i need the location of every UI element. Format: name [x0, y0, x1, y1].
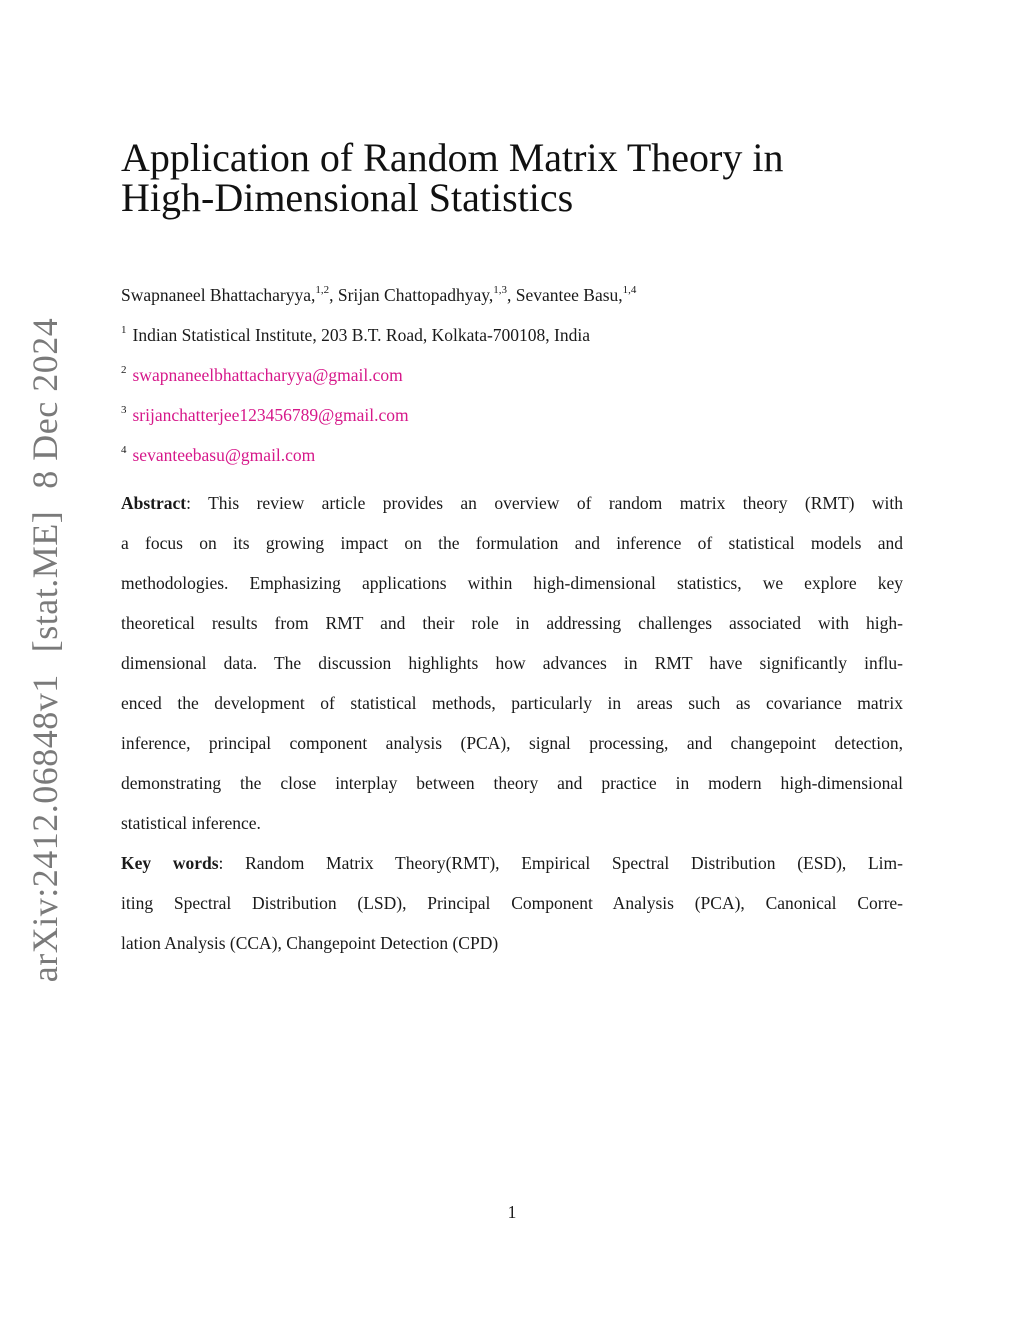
abstract-line: statistical inference.	[121, 813, 261, 833]
abstract-line: theoretical results from RMT and their role in addressing challenges associated with high-	[121, 613, 903, 633]
author-affil-sup: 1,3	[493, 284, 507, 297]
affil-sup: 4	[121, 444, 127, 457]
email-link[interactable]: sevanteebasu@gmail.com	[132, 445, 316, 465]
author-affil-sup: 1,4	[622, 284, 637, 297]
abstract-line: demonstrating the close interplay between theory and practice in modern high-dimensional	[121, 773, 903, 793]
affiliation-email-1	[121, 364, 403, 386]
abstract-line	[121, 483, 903, 523]
affil-sup: 3	[121, 404, 127, 417]
arxiv-category: [stat.ME]	[25, 510, 65, 653]
affiliation-institute	[121, 324, 590, 346]
keywords-line	[121, 843, 903, 883]
author-name: Swapnaneel Bhattacharyya,	[121, 285, 316, 305]
keywords-line: iting Spectral Distribution (LSD), Principal Component Analysis (PCA), Canonical Corre-	[121, 893, 903, 913]
affil-sup: 1	[121, 324, 127, 337]
keywords-line: lation Analysis (CCA), Changepoint Detection (CPD)	[121, 933, 499, 953]
author-affil-sup: 1,2	[315, 284, 330, 297]
abstract-line: dimensional data. The discussion highlights how advances in RMT have significantly influ-	[121, 653, 903, 673]
page-number: 1	[507, 1202, 517, 1222]
arxiv-id: arXiv:2412.06848v1	[25, 674, 65, 983]
title-line-1: Application of Random Matrix Theory in	[121, 135, 784, 180]
affiliation-email-3	[121, 444, 315, 466]
author-name: Srijan Chattopadhyay,	[337, 285, 494, 305]
keywords-paragraph	[121, 843, 903, 963]
keywords-label: Key words	[121, 853, 219, 873]
abstract-line: methodologies. Emphasizing applications within high-dimensional statistics, we explore key	[121, 573, 903, 593]
author-list: Swapnaneel Bhattacharyya,$^{1,2}$, Srijan Chattopadhyay,$^{1,3}$, Sevantee Basu,$^{1,4}$	[121, 284, 637, 305]
abstract-line: a focus on its growing impact on the formulation and inference of statistical models and	[121, 533, 903, 553]
email-link[interactable]: swapnaneelbhattacharyya@gmail.com	[132, 365, 403, 385]
email-link[interactable]: srijanchatterjee123456789@gmail.com	[132, 405, 409, 425]
abstract-paragraph	[121, 483, 903, 843]
paper-title	[121, 135, 921, 220]
affiliation-text: Indian Statistical Institute, 203 B.T. Road, Kolkata-700108, India	[132, 325, 591, 345]
title-line-2: High-Dimensional Statistics	[121, 175, 574, 220]
author-name: Sevantee Basu,	[515, 285, 623, 305]
arxiv-side-stamp	[24, 318, 66, 982]
arxiv-date: 8 Dec 2024	[25, 317, 65, 489]
keywords-line-text: : Random Matrix Theory(RMT), Empirical Spectral Distribution (ESD), Lim-	[218, 853, 903, 873]
abstract-line: enced the development of statistical methods, particularly in areas such as covariance matrix	[121, 693, 903, 713]
affil-sup: 2	[121, 364, 127, 377]
abstract-label: Abstract	[121, 493, 187, 513]
affiliation-email-2	[121, 404, 409, 426]
abstract-line: inference, principal component analysis (PCA), signal processing, and changepoint detection,	[121, 733, 903, 753]
abstract-line-text: : This review article provides an overview of random matrix theory (RMT) with	[186, 493, 903, 513]
